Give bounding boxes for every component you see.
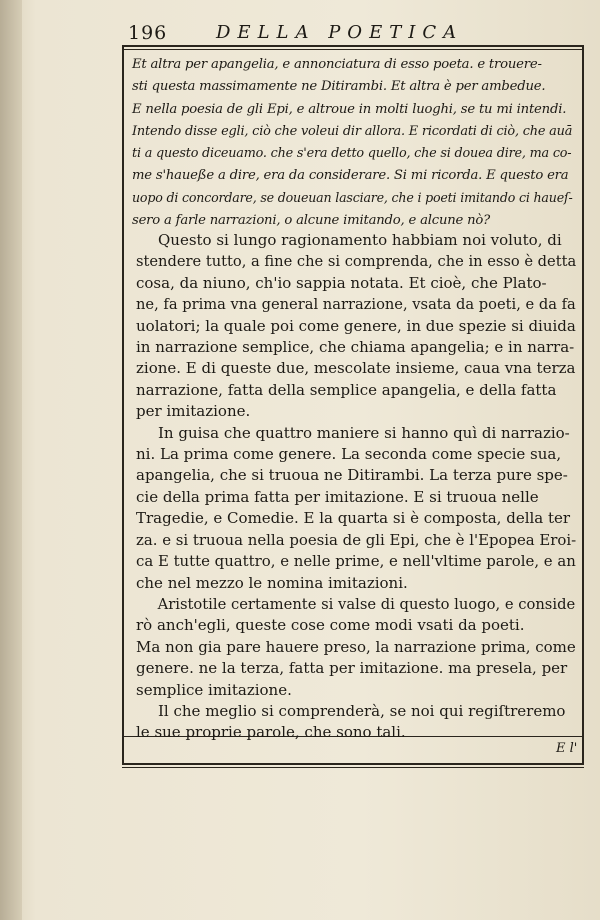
quote-line: uopo di concordare, se doueuan lasciare, che i poeti imitando ci haueſ- [132, 190, 573, 206]
body-line: ca E tutte quattro, e nelle prime, e nell'vltime parole, e an [136, 552, 576, 571]
quote-line: Et altra per apangelia, e annonciatura di esso poeta. e trouere- [132, 57, 542, 72]
body-line: in narrazione semplice, che chiama apangelia; e in narra- [136, 338, 575, 357]
body-line: cie della prima fatta per imitazione. E si truoua nelle [136, 487, 539, 506]
body-line: Questo si lungo ragionamento habbiam noi voluto, di [158, 231, 562, 249]
page-gutter [0, 0, 22, 920]
body-line: genere. ne la terza, fatta per imitazione. ma presela, per [136, 659, 568, 678]
quote-line: sero a farle narrazioni, o alcune imitando, e alcune nò? [132, 213, 491, 229]
body-line: ni. La prima come genere. La seconda come specie sua, [136, 445, 562, 464]
body-line: Aristotile certamente si valse di questo luogo, e conside [157, 594, 576, 613]
body-line: le sue proprie parole, che sono tali. [136, 723, 406, 742]
italic-quotation [132, 54, 582, 232]
body-line: narrazione, fatta della semplice apangelia, e della fatta [136, 380, 557, 399]
frame-top-rule [122, 45, 584, 50]
body-line: stendere tutto, a fine che si comprenda, che in esso è detta [136, 252, 577, 271]
running-title: DELLA POETICA [216, 22, 464, 43]
body-line: ne, fa prima vna general narrazione, vsata da poeti, e da fa [136, 295, 576, 314]
body-line: cosa, da niuno, ch'io sappia notata. Et cioè, che Plato- [136, 273, 547, 292]
body-line: per imitazione. [136, 402, 251, 421]
page-number: 196 [128, 22, 168, 44]
body-line: In guisa che quattro maniere si hanno quì di narrazio- [158, 423, 570, 442]
body-line: uolatori; la quale poi come genere, in due spezie si diuida [136, 316, 576, 335]
body-line: Ma non gia pare hauere preso, la narrazione prima, come [136, 637, 576, 656]
body-line: che nel mezzo le nomina imitazioni. [136, 573, 408, 592]
body-line: Tragedie, e Comedie. E la quarta si è composta, della ter [136, 509, 571, 528]
frame-bottom-rule [122, 763, 584, 768]
quote-line: sti questa massimamente ne Ditirambi. Et altra è per ambedue. [132, 79, 546, 95]
quote-line: E nella poesia de gli Epi, e altroue in molti luoghi, se tu mi intendi. [132, 101, 567, 117]
body-line: Il che meglio si comprenderà, se noi qui regiſtreremo [158, 701, 566, 720]
quote-line: Intendo disse egli, ciò che voleui dir allora. E ricordati di ciò, che auā [132, 123, 573, 139]
body-line: semplice imitazione. [136, 680, 292, 699]
frame-right-rule [582, 45, 584, 763]
body-line: rò anch'egli, queste cose come modi vsati da poeti. [136, 616, 525, 635]
quote-line: ti a questo diceuamo. che s'era detto quello, che si douea dire, ma co- [132, 146, 572, 162]
catchword: E l' [556, 741, 578, 756]
frame-left-rule [122, 45, 124, 763]
body-line: apangelia, che si truoua ne Ditirambi. La terza pure spe- [136, 466, 568, 485]
quote-line: me s'haueße a dire, era da considerare. Si mi ricorda. E questo era [132, 168, 569, 184]
body-line: zione. E di queste due, mescolate insieme, caua vna terza [136, 359, 576, 378]
body-line: za. e si truoua nella poesia de gli Epi, che è l'Epopea Eroi- [136, 530, 577, 549]
body-text [136, 230, 582, 744]
